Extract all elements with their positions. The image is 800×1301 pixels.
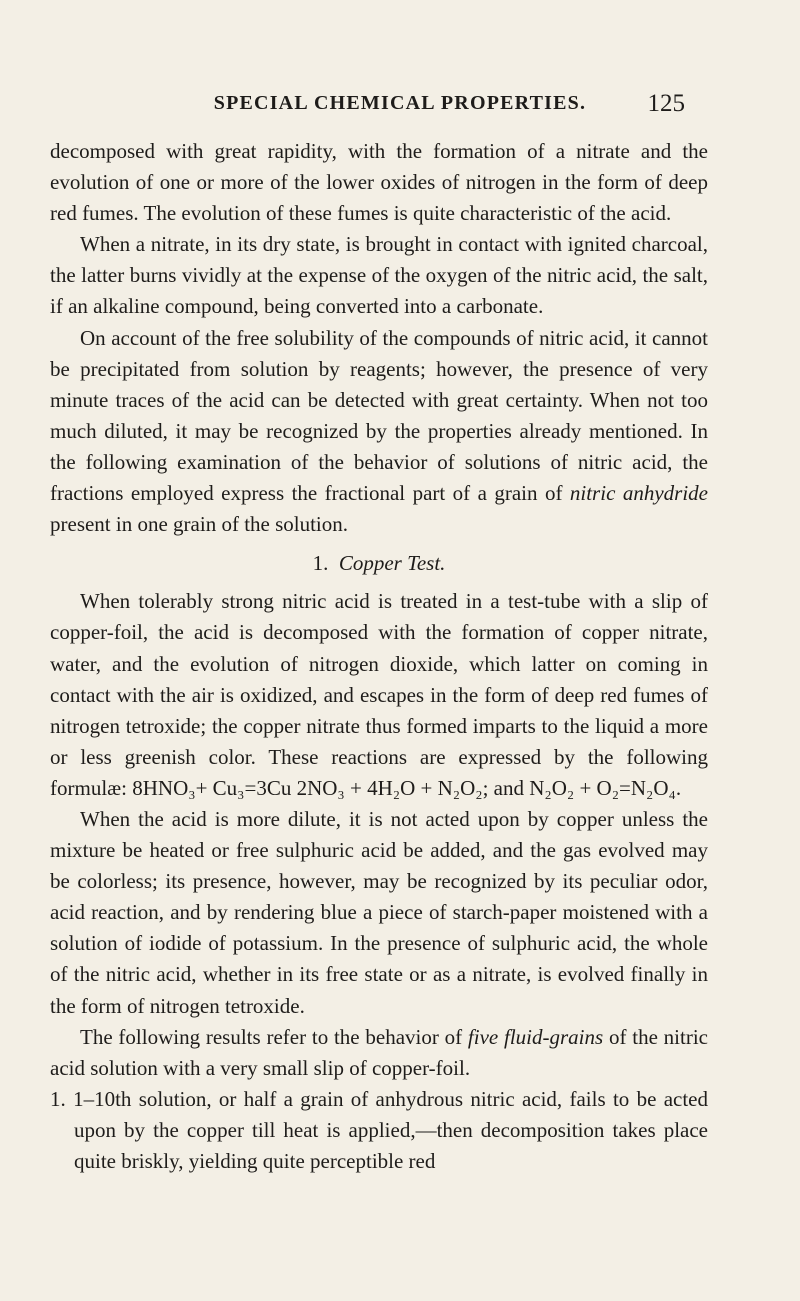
paragraph-charcoal: When a nitrate, in its dry state, is brought in contact with ignited charcoal, the latter burns vividly at the expense of the oxygen of the nitric acid, the salt, if an alkaline compound, being converted into a carbonate.	[50, 232, 708, 319]
paragraph-continued: decomposed with great rapidity, with the formation of a nitrate and the evolution of one or more of the lower oxides of nitrogen in the form of deep red fumes. The evolution of these fumes is quite characteristic of the acid.	[50, 139, 708, 226]
section-title: Copper Test.	[338, 551, 446, 576]
italic-term-five-fluid-grains: five fluid-grains	[467, 1024, 604, 1049]
formula-end: .	[675, 775, 682, 800]
results-text: The following results refer to the behavior of	[80, 1024, 468, 1049]
copper-reaction-text: When tolerably strong nitric acid is treated in a test-tube with a slip of copper-foil, the acid is decomposed with the formation of copper nitrate, water, and the evolution of nitrogen dioxide, which latter on coming in contact with the air is oxidized, and escapes in the form of deep red fumes of nitrogen tetroxide; the copper nitrate thus formed imparts to the liquid a more or less greenish color. These reactions are expressed by the following formulæ:	[50, 589, 708, 800]
formula-separator: ; and	[482, 775, 530, 800]
list-item-number: 1.	[50, 1086, 66, 1111]
running-head: SPECIAL CHEMICAL PROPERTIES.	[213, 92, 587, 114]
paragraph-solubility-text: On account of the free solubility of the compounds of nitric acid, it cannot be precipitated from solution by reagents; however, the presence of very minute traces of the acid can be detected with great certainty. When not too much diluted, it may be recognized by the properties already mentioned. In the following examination of the behavior of solutions of nitric acid, the fractions employed express the fractional part of a grain of	[50, 325, 708, 506]
paragraph-solubility	[50, 323, 708, 541]
page-number: 125	[647, 90, 685, 117]
paragraph-copper-reaction	[50, 586, 708, 804]
page-header	[0, 92, 800, 122]
paragraph-solubility-end: present in one grain of the solution.	[50, 512, 349, 537]
section-number: 1.	[312, 551, 329, 576]
results-text-end: of the nitric acid solution with a very small slip of copper-foil.	[50, 1024, 708, 1080]
section-heading	[50, 548, 708, 579]
italic-term-nitric-anhydride: nitric anhydride	[569, 481, 708, 506]
list-item	[50, 1084, 708, 1177]
formula-1: 8HNO₃+ Cu₃=3Cu 2NO₃ + 4H₂O + N₂O₂	[132, 775, 483, 800]
body-text	[50, 136, 708, 1177]
formula-2: N₂O₂ + O₂=N₂O₄	[529, 775, 676, 800]
paragraph-results	[50, 1022, 708, 1084]
list-item-text: 1–10th solution, or half a grain of anhydrous nitric acid, fails to be acted upon by the copper till heat is applied,—then decomposition takes place quite briskly, yielding quite perceptible red	[73, 1086, 708, 1173]
paragraph-dilute-acid: When the acid is more dilute, it is not acted upon by copper unless the mixture be heated or free sulphuric acid be added, and the gas evolved may be colorless; its presence, however, may be recognized by its peculiar odor, acid reaction, and by rendering blue a piece of starch-paper moistened with a solution of iodide of potassium. In the presence of sulphuric acid, the whole of the nitric acid, whether in its free state or as a nitrate, is evolved finally in the form of nitrogen tetroxide.	[50, 806, 708, 1018]
